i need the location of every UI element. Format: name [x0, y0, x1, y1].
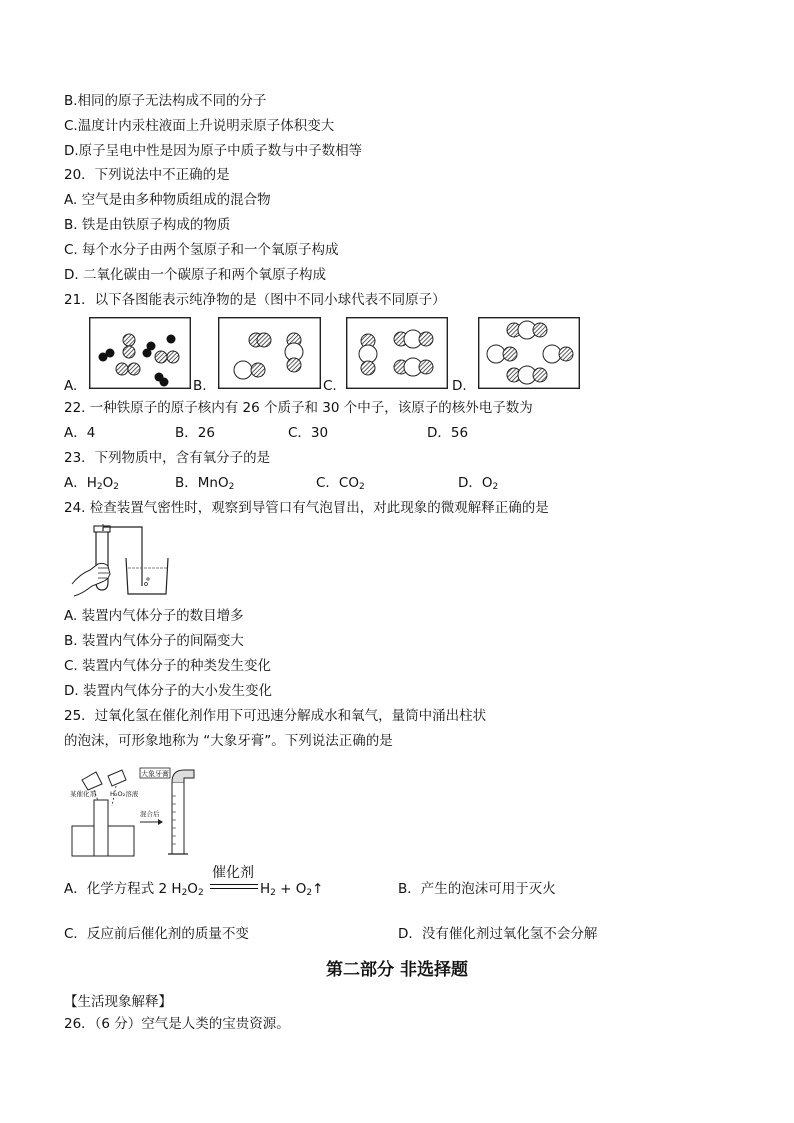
q21-figure-a	[89, 317, 191, 389]
q26-stem: 26．（6 分）空气是人类的宝贵资源。	[64, 1016, 290, 1032]
q24-apparatus-figure	[68, 524, 180, 598]
q21-label-c: C.	[323, 378, 337, 394]
q21-label-d: D.	[452, 378, 467, 394]
q21-label-a: A.	[64, 378, 78, 394]
q25-stem-line2: 的泡沫，可形象地称为 “大象牙膏”。下列说法正确的是	[64, 733, 393, 749]
q25-option-a: A．化学方程式 2 $H_2O_2$ 催化剂 $H_2$ + $O_2↑$	[64, 865, 324, 898]
q20-option-b: B. 铁是由铁原子构成的物质	[64, 217, 231, 233]
q23-option-a: A．$H_2O_2$	[64, 475, 119, 492]
fig-label-h2o2: H₂O₂溶液	[110, 790, 139, 798]
q25-option-b: B．产生的泡沫可用于灭火	[398, 881, 556, 897]
q20-option-d: D. 二氧化碳由一个碳原子和两个氧原子构成	[64, 267, 326, 283]
q21-figure-d	[478, 317, 580, 389]
q21-figure-c	[346, 317, 448, 389]
q22-option-d: D．56	[427, 425, 469, 441]
q25-stem-line1: 25．过氧化氢在催化剂作用下可迅速分解成水和氧气，量筒中涌出柱状	[64, 708, 487, 724]
q24-stem: 24. 检查装置气密性时，观察到导管口有气泡冒出，对此现象的微观解释正确的是	[64, 500, 549, 516]
q22-option-a: A．4	[64, 425, 96, 441]
q21-figure-b	[218, 317, 321, 389]
q23-option-d: D．$O_2$	[458, 475, 499, 492]
q25-option-d: D．没有催化剂过氧化氢不会分解	[398, 926, 598, 942]
catalyst-equals-sign: 催化剂	[210, 880, 258, 898]
fig-label-toothpaste: 大象牙膏	[141, 770, 169, 778]
fig-label-catalyst: 某催化剂	[70, 790, 96, 798]
q23-option-c: C．$CO_2$	[316, 475, 365, 492]
q23-stem: 23．下列物质中，含有氧分子的是	[64, 450, 271, 466]
q20-stem: 20．下列说法中不正确的是	[64, 167, 230, 183]
q20-option-a: A. 空气是由多种物质组成的混合物	[64, 192, 271, 208]
q25-option-c: C．反应前后催化剂的质量不变	[64, 926, 249, 942]
q20-option-c: C. 每个水分子由两个氢原子和一个氧原子构成	[64, 242, 339, 258]
section-title: 【生活现象解释】	[64, 994, 172, 1010]
q24-option-a: A. 装置内气体分子的数目增多	[64, 608, 244, 624]
part2-heading: 第二部分 非选择题	[326, 960, 468, 980]
q24-option-c: C. 装置内气体分子的种类发生变化	[64, 658, 272, 674]
q19-option-b: B.相同的原子无法构成不同的分子	[64, 93, 267, 109]
fig-label-mix: 混合后	[140, 810, 160, 818]
q22-option-b: B．26	[175, 425, 215, 441]
q19-option-c: C.温度计内汞柱液面上升说明汞原子体积变大	[64, 118, 335, 134]
q19-option-d: D.原子呈电中性是因为原子中质子数与中子数相等	[64, 143, 363, 159]
q24-option-d: D. 装置内气体分子的大小发生变化	[64, 683, 272, 699]
q23-option-b: B．MnO$_2$	[175, 475, 235, 492]
q22-option-c: C．30	[288, 425, 329, 441]
q22-stem: 22. 一种铁原子的原子核内有 26 个质子和 30 个中子，该原子的核外电子数为	[64, 400, 533, 416]
q21-stem: 21．以下各图能表示纯净物的是（图中不同小球代表不同原子）	[64, 292, 446, 308]
q24-option-b: B. 装置内气体分子的间隔变大	[64, 633, 244, 649]
q21-label-b: B.	[193, 378, 207, 394]
q25-elephant-toothpaste-figure	[68, 766, 198, 858]
